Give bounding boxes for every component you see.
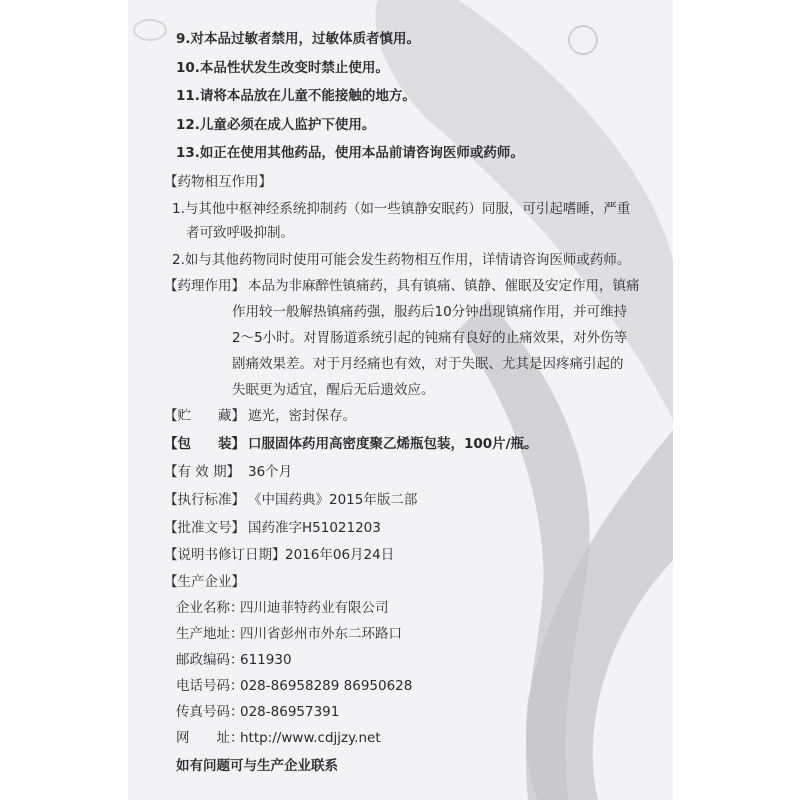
- manufacturer-postcode: 611930: [240, 652, 292, 668]
- pharmacology-text: 本品为非麻醉性镇痛药，具有镇痛、镇静、催眠及安定作用，镇痛: [248, 278, 640, 294]
- interaction-item-2: 2.如与其他药物同时使用可能会发生药物相互作用，详情请咨询医师或药师。: [172, 252, 631, 268]
- standard-label: 【执行标准】: [164, 492, 245, 508]
- field-label: 电话号码：: [176, 678, 244, 694]
- manufacturer-postcode-row: [176, 650, 292, 670]
- validity-label: 【有 效 期】: [164, 464, 241, 480]
- precaution-item: 9.对本品过敏者禁用，过敏体质者慎用。: [176, 31, 421, 47]
- field-label: 传真号码：: [176, 704, 244, 720]
- field-label: 企业名称：: [176, 600, 244, 616]
- manufacturer-name: 四川迪菲特药业有限公司: [240, 600, 389, 616]
- manufacturer-address-row: [176, 624, 402, 644]
- storage-value: 遮光，密封保存。: [248, 408, 356, 424]
- package-value: 口服固体药用高密度聚乙烯瓶包装，100片/瓶。: [248, 436, 538, 452]
- validity-value: 36个月: [248, 464, 293, 480]
- field-label: 生产地址：: [176, 626, 244, 642]
- precaution-item: 10.本品性状发生改变时禁止使用。: [176, 60, 389, 76]
- logo-ghost-icon: [569, 26, 597, 54]
- field-label: 邮政编码：: [176, 652, 244, 668]
- pharmacology-text: 剧痛效果差。对于月经痛也有效，对于失眠、尤其是因疼痛引起的: [232, 356, 624, 372]
- storage-label: 【贮 藏】: [164, 408, 245, 424]
- manufacturer-name-row: [176, 598, 389, 618]
- revision-value: 2016年06月24日: [285, 547, 395, 563]
- approval-value: 国药准字H51021203: [248, 520, 381, 536]
- precaution-item: 13.如正在使用其他药品，使用本品前请咨询医师或药师。: [176, 145, 524, 161]
- manufacturer-web-row: [176, 728, 381, 748]
- manufacturer-fax-row: [176, 702, 339, 722]
- pharmacology-text: 作用较一般解热镇痛药强，服药后10分钟出现镇痛作用，并可维持: [232, 304, 628, 320]
- manufacturer-fax: 028-86957391: [240, 704, 340, 720]
- precaution-item: 12.儿童必须在成人监护下使用。: [176, 117, 376, 133]
- precaution-item: 11.请将本品放在儿童不能接触的地方。: [176, 88, 416, 104]
- corner-logo-ghost-icon: [134, 20, 166, 40]
- interactions-heading: 【药物相互作用】: [164, 174, 272, 190]
- manufacturer-address: 四川省彭州市外东二环路口: [240, 626, 402, 642]
- standard-value: 《中国药典》2015年版二部: [248, 492, 418, 508]
- pharmacology-label: 【药理作用】: [164, 278, 245, 294]
- approval-label: 【批准文号】: [164, 520, 245, 536]
- revision-label: 【说明书修订日期】: [164, 547, 286, 563]
- manufacturer-web: http://www.cdjjzy.net: [240, 730, 381, 746]
- pharmacology-text: 失眠更为适宜，醒后无后遗效应。: [232, 382, 435, 398]
- package-label: 【包 装】: [164, 436, 245, 452]
- interaction-item-1-cont: 者可致呼吸抑制。: [186, 225, 294, 241]
- contact-note: 如有问题可与生产企业联系: [176, 758, 338, 774]
- field-label: 网 址：: [176, 730, 244, 746]
- pharmacology-text: 2～5小时。对胃肠道系统引起的钝痛有良好的止痛效果，对外伤等: [232, 330, 628, 346]
- manufacturer-heading: 【生产企业】: [164, 574, 245, 590]
- manufacturer-phone: 028-86958289 86950628: [240, 678, 413, 694]
- interaction-item-1: 1.与其他中枢神经系统抑制药（如一些镇静安眠药）同服，可引起嗜睡，严重: [172, 201, 631, 217]
- manufacturer-phone-row: [176, 676, 412, 696]
